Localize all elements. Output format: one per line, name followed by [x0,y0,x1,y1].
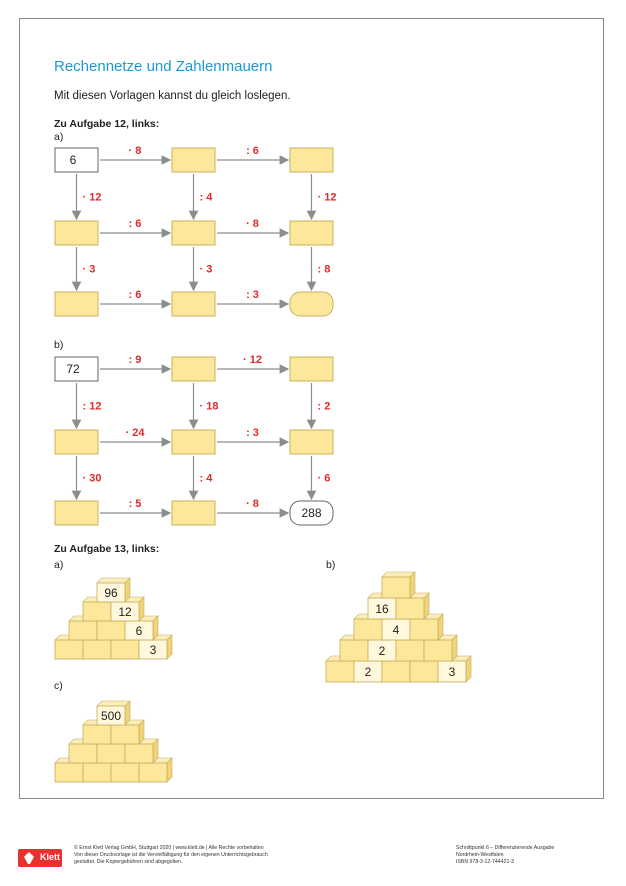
wall-c-brick-3-0[interactable] [55,763,83,782]
zahlenmauer-a [55,578,172,659]
wall-label-c: c) [54,680,63,692]
net-b-h-op: · 8 [246,498,259,510]
net-b-h-op: : 3 [246,427,259,439]
net-b-box-1-2[interactable] [290,430,333,454]
net-a-v-op: · 12 [317,191,337,204]
wall-b-brick-3-2[interactable] [396,640,424,661]
net-b-h-op: : 5 [128,498,142,510]
wall-b-brick-top [382,572,415,577]
net-a-box-0-0[interactable] [55,148,98,172]
wall-a-value-3-3: 3 [149,643,157,657]
page-title: Rechennetze und Zahlenmauern [54,58,273,75]
wall-b-value-1-0: 16 [375,602,389,616]
wall-b-brick-side [410,572,415,598]
wall-a-brick-2-1[interactable] [97,621,125,640]
net-a-box-1-1[interactable] [172,221,215,245]
net-a-v-op: · 12 [82,191,102,204]
wall-b-brick-4-3[interactable] [410,661,438,682]
wall-a-value-1-1: 12 [118,605,132,619]
zahlenmauer-c [55,701,172,782]
wall-b-value-4-4: 3 [448,665,456,679]
net-b-box-2-1[interactable] [172,501,215,525]
net-a-v-op: · 3 [199,263,213,276]
net-b-v-op: : 12 [82,400,102,413]
footer-copyright: © Ernst Klett Verlag GmbH, Stuttgart 2020 | www.klett.de | Alle Rechte vorbehalten Von dieser Druckvorlage ist die Vervielfältigung für den eigenen Unterrichtsgebrauch gestattet. Die Kopiergebühren sind abgegolten. [74,845,268,865]
wall-a-value-2-2: 6 [135,624,143,638]
wall-b-brick-side [466,656,471,682]
net-b-box-0-1[interactable] [172,357,215,381]
wall-c-brick-3-3[interactable] [139,763,167,782]
wall-b-value-2-1: 4 [392,623,400,637]
wall-a-brick-top [97,578,130,583]
wall-a-brick-3-0[interactable] [55,640,83,659]
wall-b-brick-side [452,635,457,661]
wall-b-value-3-1: 2 [378,644,386,658]
net-a-h-op: : 6 [128,289,142,301]
wall-c-brick-2-0[interactable] [69,744,97,763]
wall-a-value-0-0: 96 [104,586,118,600]
net-a-h-op: · 8 [246,218,259,230]
wall-b-brick-4-0[interactable] [326,661,354,682]
wall-b-brick-side [424,593,429,619]
footer-isbn: Schnittpunkt 6 – Differenzierende Ausgabe Nordrhein-Westfalen ISBN 978-3-12-744421-3 [456,845,555,865]
wall-b-brick-4-2[interactable] [382,661,410,682]
wall-a-brick-3-1[interactable] [83,640,111,659]
wall-label-a: a) [54,559,64,571]
wall-a-brick-1-0[interactable] [83,602,111,621]
net-a-h-op: : 6 [128,218,142,230]
wall-b-brick-0-0[interactable] [382,577,410,598]
net-b-value-2-2: 288 [301,506,322,520]
wall-c-value-0-0: 500 [100,709,122,723]
klett-logo: Klett [18,849,62,867]
net-a-h-op: : 6 [246,145,259,157]
net-a-box-1-2[interactable] [290,221,333,245]
net-b-box-2-0[interactable] [55,501,98,525]
klett-logo-icon [24,852,34,864]
wall-b-brick-3-3[interactable] [424,640,452,661]
rechennetz-a [55,145,336,316]
net-b-v-op: : 2 [317,400,331,413]
wall-c-brick-1-1[interactable] [111,725,139,744]
wall-b-brick-side [438,614,443,640]
net-b-value-0-0: 72 [66,362,80,376]
net-a-h-op: · 8 [128,145,142,157]
net-b-v-op: · 18 [199,400,219,413]
wall-c-brick-1-0[interactable] [83,725,111,744]
label-a: a) [54,131,64,143]
intro-text: Mit diesen Vorlagen kannst du gleich loslegen. [54,90,291,102]
wall-b-brick-3-0[interactable] [340,640,368,661]
wall-a-brick-2-0[interactable] [69,621,97,640]
wall-b-value-4-1: 2 [364,665,372,679]
net-b-h-op: : 9 [128,354,142,366]
net-b-v-op: : 4 [199,472,213,485]
wall-c-brick-3-1[interactable] [83,763,111,782]
net-a-v-op: · 3 [82,263,96,276]
wall-label-b: b) [326,559,336,571]
wall-c-brick-3-2[interactable] [111,763,139,782]
net-a-box-2-0[interactable] [55,292,98,316]
wall-c-brick-2-2[interactable] [125,744,153,763]
net-b-box-0-2[interactable] [290,357,333,381]
section-heading-13: Zu Aufgabe 13, links: [54,543,160,555]
net-a-box-2-2[interactable] [290,292,333,316]
net-b-v-op: · 30 [82,472,102,485]
net-a-h-op: : 3 [246,289,259,301]
net-b-box-1-0[interactable] [55,430,98,454]
wall-a-brick-3-2[interactable] [111,640,139,659]
net-a-box-0-2[interactable] [290,148,333,172]
wall-b-brick-2-0[interactable] [354,619,382,640]
net-a-box-0-1[interactable] [172,148,215,172]
net-b-h-op: · 12 [243,354,262,366]
wall-c-brick-top [97,701,130,706]
section-heading-12: Zu Aufgabe 12, links: [54,118,160,130]
wall-b-brick-2-2[interactable] [410,619,438,640]
net-a-v-op: : 4 [199,191,213,204]
wall-b-brick-1-1[interactable] [396,598,424,619]
net-a-box-2-1[interactable] [172,292,215,316]
net-a-box-1-0[interactable] [55,221,98,245]
net-b-h-op: · 24 [125,427,145,439]
net-a-value-0-0: 6 [69,153,77,167]
net-a-v-op: : 8 [317,263,331,276]
zahlenmauer-b [326,572,471,682]
wall-c-brick-2-1[interactable] [97,744,125,763]
rechennetz-b [55,354,333,525]
net-b-v-op: · 6 [317,472,331,485]
net-b-box-1-1[interactable] [172,430,215,454]
label-b: b) [54,339,64,351]
